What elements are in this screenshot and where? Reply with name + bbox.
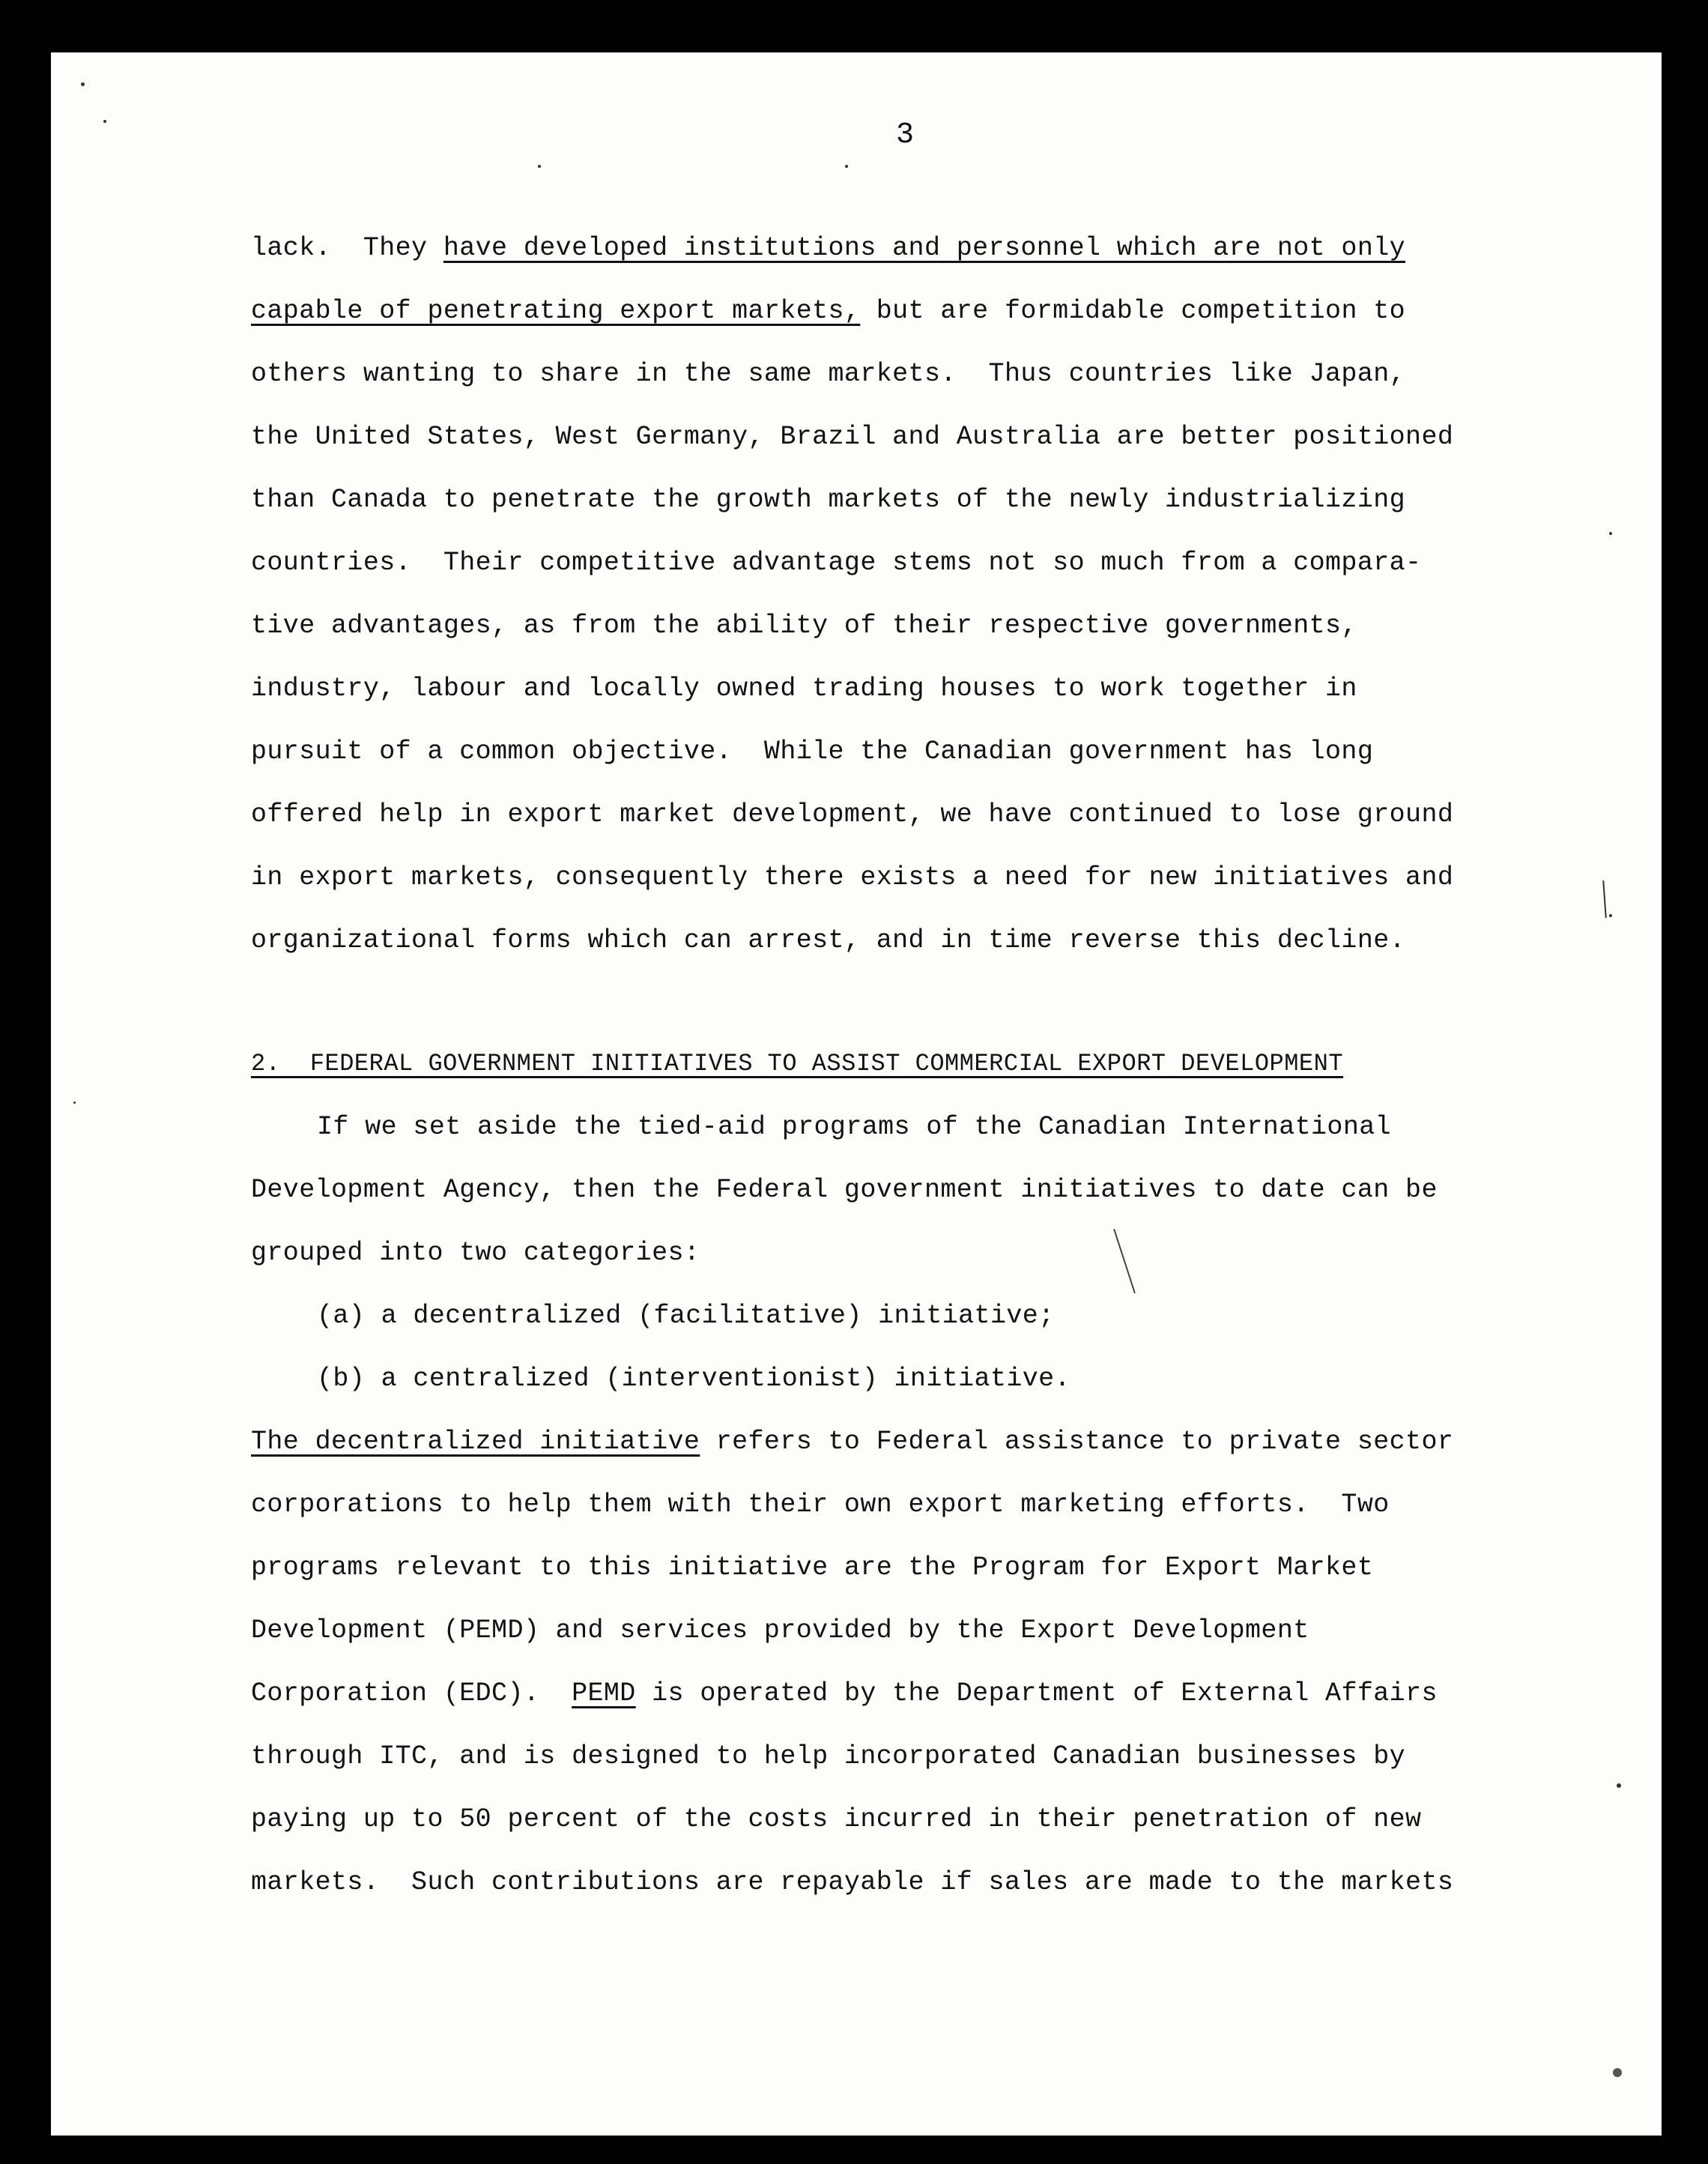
text-line: paying up to 50 percent of the costs incurred in their penetration of new: [251, 1804, 1422, 1834]
underlined-phrase: capable of penetrating export markets,: [251, 296, 861, 326]
list-item-a: (a) a decentralized (facilitative) initiative;: [317, 1301, 1055, 1331]
text-line: offered help in export market development, we have continued to lose ground: [251, 800, 1454, 829]
scan-speck: [1613, 2068, 1622, 2077]
scan-speck: [1609, 914, 1612, 917]
text-line: through ITC, and is designed to help incorporated Canadian businesses by: [251, 1741, 1406, 1771]
text-line: [251, 1423, 1453, 1460]
text-line: industry, labour and locally owned trading houses to work together in: [251, 674, 1357, 704]
text-segment: lack. They: [251, 233, 443, 263]
page-number: 3: [896, 118, 915, 152]
text-segment: but are formidable competition to: [860, 296, 1406, 326]
section-heading: 2. FEDERAL GOVERNMENT INITIATIVES TO ASSIST COMMERCIAL EXPORT DEVELOPMENT: [251, 1050, 1344, 1078]
text-line: in export markets, consequently there exists a need for new initiatives and: [251, 862, 1454, 892]
text-line: programs relevant to this initiative are the Program for Export Market: [251, 1553, 1374, 1583]
text-line: tive advantages, as from the ability of their respective governments,: [251, 611, 1357, 641]
text-line: others wanting to share in the same markets. Thus countries like Japan,: [251, 359, 1406, 389]
pen-stroke-mark: [1113, 1229, 1136, 1293]
document-page: [51, 52, 1662, 2136]
underlined-phrase: PEMD: [572, 1678, 636, 1708]
text-line: countries. Their competitive advantage stems not so much from a compara-: [251, 548, 1422, 578]
text-line: [251, 292, 1405, 330]
text-line: Development (PEMD) and services provided by the Export Development: [251, 1616, 1309, 1645]
text-segment: Corporation (EDC).: [251, 1678, 572, 1708]
scan-speck: [103, 120, 106, 123]
text-line: grouped into two categories:: [251, 1238, 700, 1268]
scan-speck: [81, 82, 85, 86]
text-line: corporations to help them with their own export marketing efforts. Two: [251, 1490, 1390, 1520]
scan-speck: [538, 165, 541, 168]
margin-mark: [1602, 880, 1606, 918]
text-segment: refers to Federal assistance to private sector: [700, 1427, 1454, 1457]
underlined-phrase: The decentralized initiative: [251, 1427, 700, 1457]
text-line: organizational forms which can arrest, and in time reverse this decline.: [251, 925, 1406, 955]
text-line: the United States, West Germany, Brazil and Australia are better positioned: [251, 422, 1454, 452]
text-line: markets. Such contributions are repayable if sales are made to the markets: [251, 1867, 1454, 1897]
text-line: [251, 229, 1405, 267]
text-line: If we set aside the tied-aid programs of the Canadian International: [317, 1112, 1392, 1142]
text-segment: is operated by the Department of External Affairs: [635, 1678, 1438, 1708]
scan-speck: [73, 1101, 76, 1104]
text-line: than Canada to penetrate the growth markets of the newly industrializing: [251, 485, 1406, 515]
scan-speck: [1609, 532, 1612, 535]
text-line: [251, 1675, 1438, 1712]
text-line: Development Agency, then the Federal government initiatives to date can be: [251, 1175, 1438, 1205]
text-line: pursuit of a common objective. While the Canadian government has long: [251, 737, 1374, 767]
scan-speck: [845, 165, 848, 168]
underlined-phrase: have developed institutions and personnel which are not only: [443, 233, 1406, 263]
list-item-b: (b) a centralized (interventionist) initiative.: [317, 1364, 1070, 1394]
scan-speck: [1617, 1783, 1621, 1788]
